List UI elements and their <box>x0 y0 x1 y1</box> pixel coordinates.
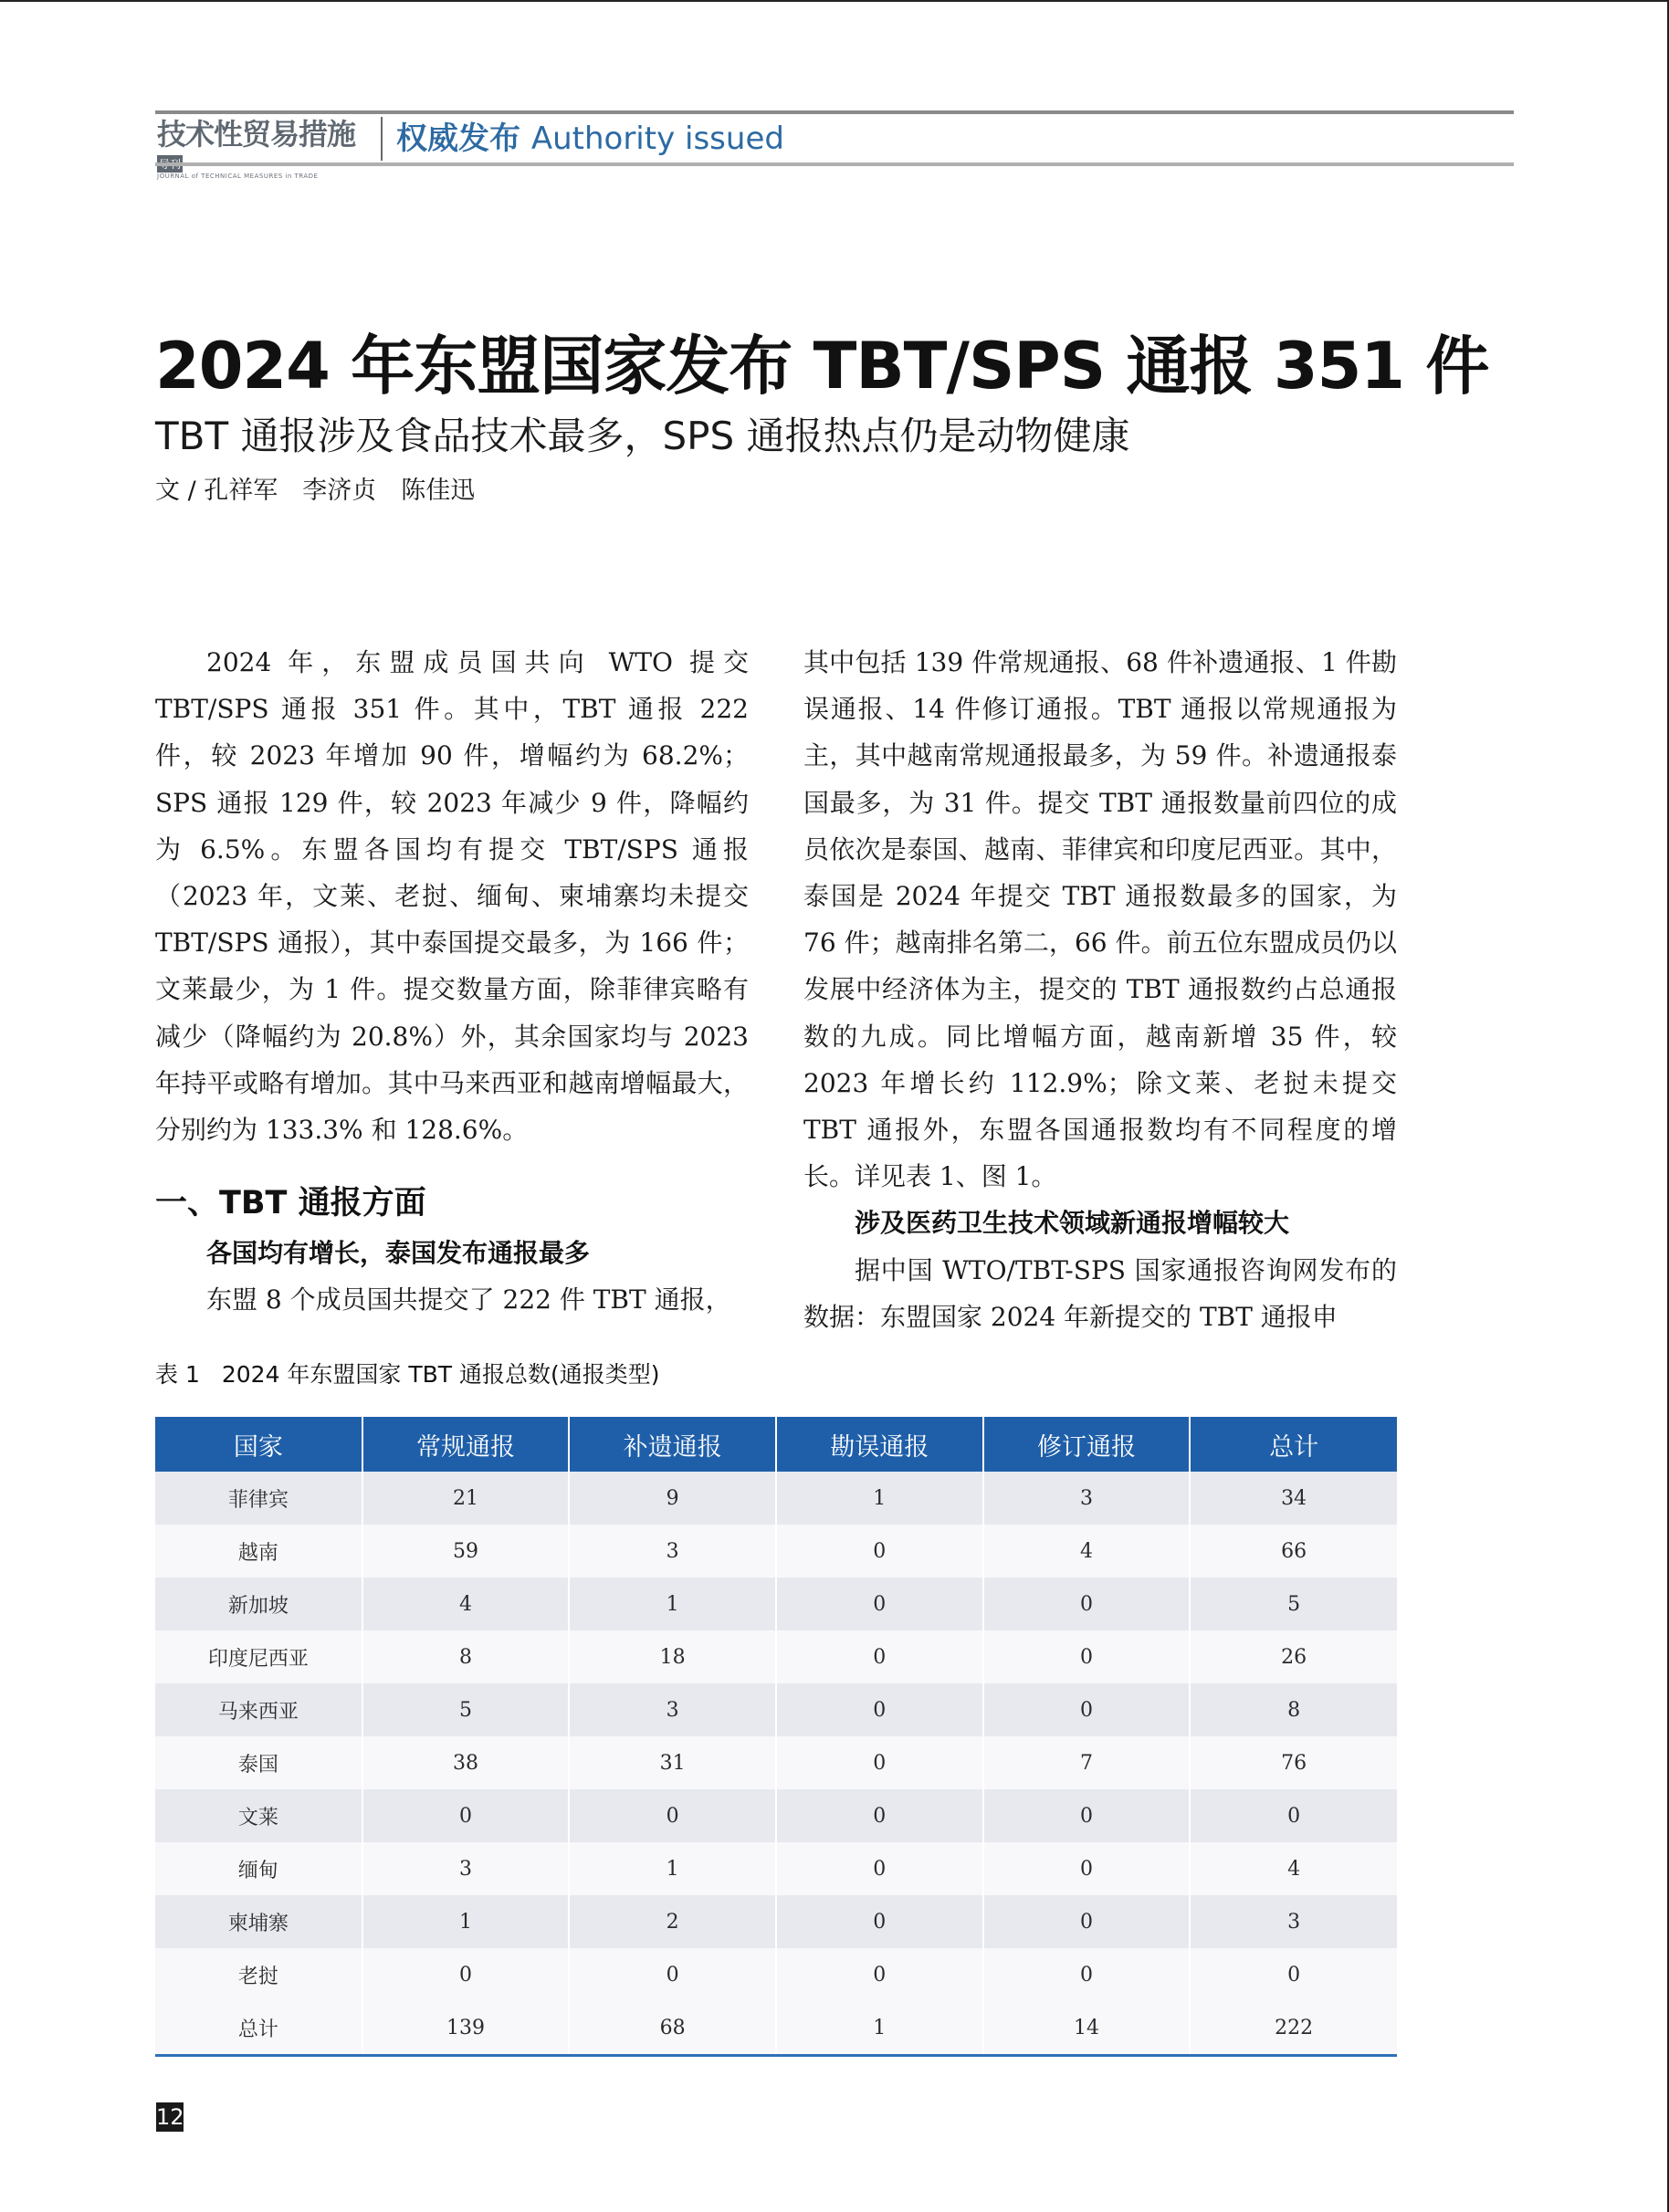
table-cell: 0 <box>362 1789 570 1842</box>
body-column-right <box>803 639 1397 1340</box>
table-cell: 0 <box>1190 1789 1397 1842</box>
table-cell: 马来西亚 <box>155 1683 362 1736</box>
page-number: 12 <box>156 2104 184 2130</box>
table-cell: 新加坡 <box>155 1578 362 1630</box>
article-title: 2024 年东盟国家发布 TBT/SPS 通报 351 件 <box>155 329 1489 404</box>
table-row <box>155 1683 1397 1736</box>
section-tag-cn: 权威发布 <box>396 121 520 157</box>
table-header-cell: 总计 <box>1190 1417 1397 1472</box>
table-row <box>155 1789 1397 1842</box>
table-cell: 1 <box>776 1472 983 1525</box>
table-cell: 222 <box>1190 2001 1397 2056</box>
table-header-cell: 勘误通报 <box>776 1417 983 1472</box>
intro-paragraph: 2024 年，东盟成员国共向 WTO 提交 TBT/SPS 通报 351 件。其中，TBT 通报 222 件，较 2023 年增加 90 件，增幅约为 68.2%；SPS 通报 129 件，较 2023 年减少 9 件，降幅约为 6.5%。东盟各国均有提交 TBT/SPS 通报（2023 年，文莱、老挝、缅甸、柬埔寨均未提交 TBT/SPS 通报），其中泰国提交最多，为 166 件；文莱最少，为 1 件。提交数量方面，除菲律宾略有减少（降幅约为 20.8%）外，其余国家均与 2023 年持平或略有增加。其中马来西亚和越南增幅最大，分别约为 133.3% 和 128.6%。 <box>155 647 749 1146</box>
table-cell: 9 <box>569 1472 776 1525</box>
tbt-paragraph-start: 东盟 8 个成员国共提交了 222 件 TBT 通报， <box>206 1284 731 1316</box>
table-cell: 印度尼西亚 <box>155 1630 362 1683</box>
table-header-cell: 国家 <box>155 1417 362 1472</box>
table-cell: 0 <box>983 1895 1191 1948</box>
table-cell: 0 <box>983 1842 1191 1895</box>
table-total-row <box>155 2001 1397 2056</box>
sub-heading-medical: 涉及医药卫生技术领域新通报增幅较大 <box>855 1208 1290 1239</box>
table-cell: 3 <box>983 1472 1191 1525</box>
table-row <box>155 1948 1397 2001</box>
table-cell: 0 <box>1190 1948 1397 2001</box>
table-cell: 5 <box>1190 1578 1397 1630</box>
table-cell: 3 <box>1190 1895 1397 1948</box>
table-cell: 14 <box>983 2001 1191 2056</box>
table-cell: 柬埔寨 <box>155 1895 362 1948</box>
table-cell: 总计 <box>155 2001 362 2056</box>
table-row <box>155 1842 1397 1895</box>
table-cell: 26 <box>1190 1630 1397 1683</box>
table-caption <box>155 1358 660 1391</box>
table-header-row <box>155 1417 1397 1472</box>
table-cell: 68 <box>569 2001 776 2056</box>
table-cell: 5 <box>362 1683 570 1736</box>
table-cell: 文莱 <box>155 1789 362 1842</box>
table-cell: 0 <box>983 1630 1191 1683</box>
journal-name: 技术性贸易措施 <box>157 117 356 152</box>
table-cell: 0 <box>776 1525 983 1578</box>
table-row <box>155 1736 1397 1789</box>
medical-paragraph: 据中国 WTO/TBT-SPS 国家通报咨询网发布的数据：东盟国家 2024 年新提交的 TBT 通报申 <box>803 1254 1397 1332</box>
body-column-left <box>155 639 749 1324</box>
table-header-cell: 补遗通报 <box>569 1417 776 1472</box>
tbt-notification-table <box>155 1417 1397 2057</box>
table-cell: 泰国 <box>155 1736 362 1789</box>
table-cell: 越南 <box>155 1525 362 1578</box>
table-cell: 59 <box>362 1525 570 1578</box>
table-cell: 7 <box>983 1736 1191 1789</box>
table-cell: 1 <box>362 1895 570 1948</box>
table-caption-text: 2024 年东盟国家 TBT 通报总数(通报类型) <box>221 1361 660 1388</box>
table-cell: 8 <box>362 1630 570 1683</box>
table-cell: 3 <box>569 1683 776 1736</box>
header-rule-top <box>155 110 1514 114</box>
table-cell: 4 <box>983 1525 1191 1578</box>
table-cell: 0 <box>362 1948 570 2001</box>
table-cell: 18 <box>569 1630 776 1683</box>
table-cell: 3 <box>362 1842 570 1895</box>
table-cell: 0 <box>983 1789 1191 1842</box>
table-cell: 0 <box>776 1895 983 1948</box>
table-cell: 0 <box>776 1789 983 1842</box>
table-cell: 0 <box>776 1683 983 1736</box>
table-row <box>155 1578 1397 1630</box>
table-cell: 31 <box>569 1736 776 1789</box>
table-row <box>155 1472 1397 1525</box>
section-heading-tbt: 一、TBT 通报方面 <box>155 1185 426 1222</box>
table-cell: 0 <box>776 1736 983 1789</box>
sub-heading-growth: 各国均有增长，泰国发布通报最多 <box>206 1238 591 1269</box>
table-cell: 0 <box>776 1842 983 1895</box>
table-cell: 0 <box>983 1683 1191 1736</box>
table-cell: 4 <box>362 1578 570 1630</box>
table-cell: 1 <box>776 2001 983 2056</box>
table-cell: 1 <box>569 1842 776 1895</box>
article-byline: 文 / 孔祥军 李济贞 陈佳迅 <box>155 477 476 505</box>
journal-english-name: JOURNAL of TECHNICAL MEASURES in TRADE <box>157 173 319 180</box>
table-row <box>155 1630 1397 1683</box>
table-cell: 0 <box>983 1948 1191 2001</box>
article-subtitle: TBT 通报涉及食品技术最多，SPS 通报热点仍是动物健康 <box>155 414 1130 458</box>
table-cell: 66 <box>1190 1525 1397 1578</box>
table-cell: 0 <box>776 1630 983 1683</box>
table-caption-number: 表 1 <box>155 1361 200 1388</box>
table-cell: 0 <box>776 1948 983 2001</box>
table-cell: 21 <box>362 1472 570 1525</box>
table-cell: 缅甸 <box>155 1842 362 1895</box>
page-top-border <box>0 0 1669 2</box>
table-cell: 3 <box>569 1525 776 1578</box>
header-rule-bottom <box>155 162 1514 166</box>
table-header-cell: 修订通报 <box>983 1417 1191 1472</box>
table-cell: 8 <box>1190 1683 1397 1736</box>
table-cell: 139 <box>362 2001 570 2056</box>
section-tag <box>396 120 784 158</box>
table-cell: 老挝 <box>155 1948 362 2001</box>
table-header-cell: 常规通报 <box>362 1417 570 1472</box>
table-cell: 0 <box>983 1578 1191 1630</box>
table-cell: 4 <box>1190 1842 1397 1895</box>
table-cell: 34 <box>1190 1472 1397 1525</box>
section-tag-en: Authority issued <box>530 121 784 157</box>
table-cell: 菲律宾 <box>155 1472 362 1525</box>
table-cell: 1 <box>569 1578 776 1630</box>
table-cell: 38 <box>362 1736 570 1789</box>
table-row <box>155 1525 1397 1578</box>
table-row <box>155 1895 1397 1948</box>
header-separator <box>381 117 383 161</box>
table-cell: 0 <box>569 1789 776 1842</box>
tbt-paragraph-continued: 其中包括 139 件常规通报、68 件补遗通报、1 件勘误通报、14 件修订通报。TBT 通报以常规通报为主，其中越南常规通报最多，为 59 件。补遗通报泰国最多，为 31 件。提交 TBT 通报数量前四位的成员依次是泰国、越南、菲律宾和印度尼西亚。其中，泰国是 2024 年提交 TBT 通报数最多的国家，为 76 件；越南排名第二，66 件。前五位东盟成员仍以发展中经济体为主，提交的 TBT 通报数约占总通报数的九成。同比增幅方面，越南新增 35 件，较 2023 年增长约 112.9%；除文莱、老挝未提交 TBT 通报外，东盟各国通报数均有不同程度的增长。详见表 1、图 1。 <box>803 647 1397 1192</box>
table-cell: 76 <box>1190 1736 1397 1789</box>
table-cell: 0 <box>776 1578 983 1630</box>
table-cell: 0 <box>569 1948 776 2001</box>
journal-logo <box>157 117 367 180</box>
table-cell: 2 <box>569 1895 776 1948</box>
